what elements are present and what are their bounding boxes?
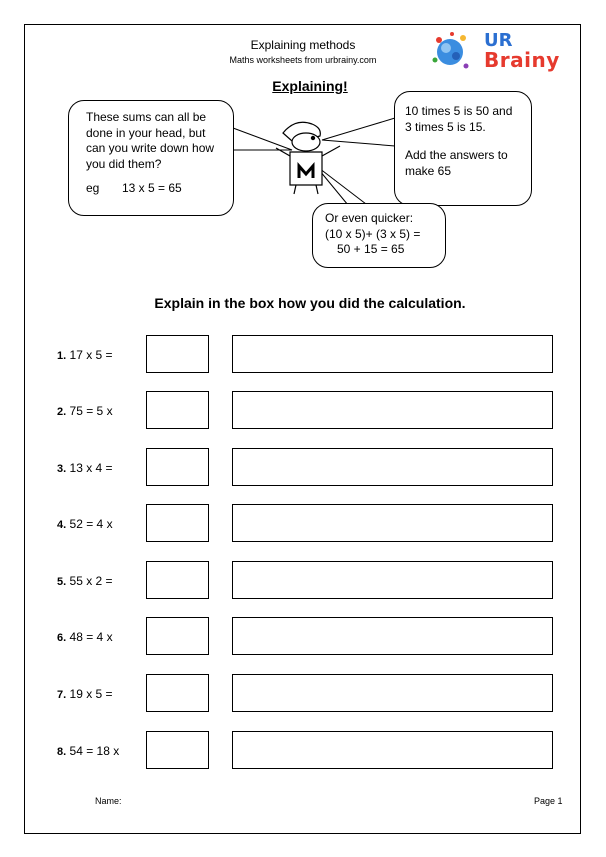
question-label [57, 630, 113, 644]
bubble-bottom-line: (10 x 5)+ (3 x 5) = [325, 226, 421, 241]
answer-box[interactable] [146, 335, 209, 373]
question-row [0, 448, 606, 488]
question-number: 2. [57, 406, 67, 418]
answer-box[interactable] [146, 617, 209, 655]
question-number: 6. [57, 632, 67, 644]
question-text: 52 = 4 x [69, 517, 113, 531]
question-row [0, 731, 606, 771]
bubble-left [68, 100, 234, 216]
bubble-left-line: you did them? [86, 156, 162, 171]
example-label: eg [86, 181, 100, 195]
explanation-box[interactable] [232, 391, 553, 429]
bubble-left-line: done in your head, but [86, 125, 206, 140]
explanation-box[interactable] [232, 617, 553, 655]
question-label [57, 404, 113, 418]
question-row [0, 674, 606, 714]
question-text: 17 x 5 = [69, 348, 113, 362]
explanation-box[interactable] [232, 731, 553, 769]
answer-box[interactable] [146, 391, 209, 429]
question-number: 5. [57, 576, 67, 588]
example-sum: 13 x 5 = 65 [122, 181, 182, 195]
question-text: 75 = 5 x [69, 404, 113, 418]
bubble-left-example [86, 181, 223, 197]
explanation-box[interactable] [232, 448, 553, 486]
answer-box[interactable] [146, 561, 209, 599]
explanation-box[interactable] [232, 504, 553, 542]
logo-text-brainy: Brainy [484, 48, 560, 72]
bubble-right-line: Add the answers to [405, 148, 508, 162]
bubble-left-line: can you write down how [86, 141, 215, 155]
answer-box[interactable] [146, 731, 209, 769]
explanation-box[interactable] [232, 561, 553, 599]
name-label: Name: [95, 796, 122, 806]
question-text: 13 x 4 = [69, 461, 113, 475]
bubble-left-line: These sums can all be [86, 110, 207, 124]
question-number: 4. [57, 519, 67, 531]
question-label [57, 687, 113, 701]
question-row [0, 617, 606, 657]
question-number: 1. [57, 350, 67, 362]
section-heading: Explaining! [272, 78, 348, 94]
worksheet-subtitle: Maths worksheets from urbrainy.com [229, 55, 377, 65]
question-label [57, 461, 113, 475]
answer-box[interactable] [146, 674, 209, 712]
page-number: Page 1 [534, 796, 563, 806]
bubble-bottom-line: 50 + 15 = 65 [337, 242, 405, 256]
question-label [57, 744, 119, 758]
explanation-box[interactable] [232, 674, 553, 712]
bubble-left-tail [233, 128, 292, 150]
bubble-right-line: make 65 [405, 163, 452, 178]
question-row [0, 391, 606, 431]
answer-box[interactable] [146, 448, 209, 486]
worksheet-title: Explaining methods [250, 38, 356, 52]
instruction-text: Explain in the box how you did the calculation. [154, 295, 466, 311]
logo-text-ur: UR [484, 30, 513, 51]
bubble-right-line: 3 times 5 is 15. [405, 119, 486, 134]
question-number: 8. [57, 746, 67, 758]
question-number: 3. [57, 463, 67, 475]
bubble-bottom [312, 203, 446, 268]
question-row [0, 561, 606, 601]
question-text: 19 x 5 = [69, 687, 113, 701]
bubble-right-tail [322, 118, 395, 146]
question-row [0, 335, 606, 375]
question-label [57, 348, 113, 362]
bubble-bottom-tail [315, 165, 366, 205]
question-text: 48 = 4 x [69, 630, 113, 644]
question-number: 7. [57, 689, 67, 701]
question-label [57, 517, 113, 531]
question-label [57, 574, 113, 588]
bubble-right-line: 10 times 5 is 50 and [405, 104, 513, 118]
bubble-bottom-line: Or even quicker: [325, 211, 414, 225]
question-text: 54 = 18 x [69, 744, 120, 758]
question-row [0, 504, 606, 544]
explanation-box[interactable] [232, 335, 553, 373]
bubble-right [394, 91, 532, 206]
question-text: 55 x 2 = [69, 574, 113, 588]
answer-box[interactable] [146, 504, 209, 542]
